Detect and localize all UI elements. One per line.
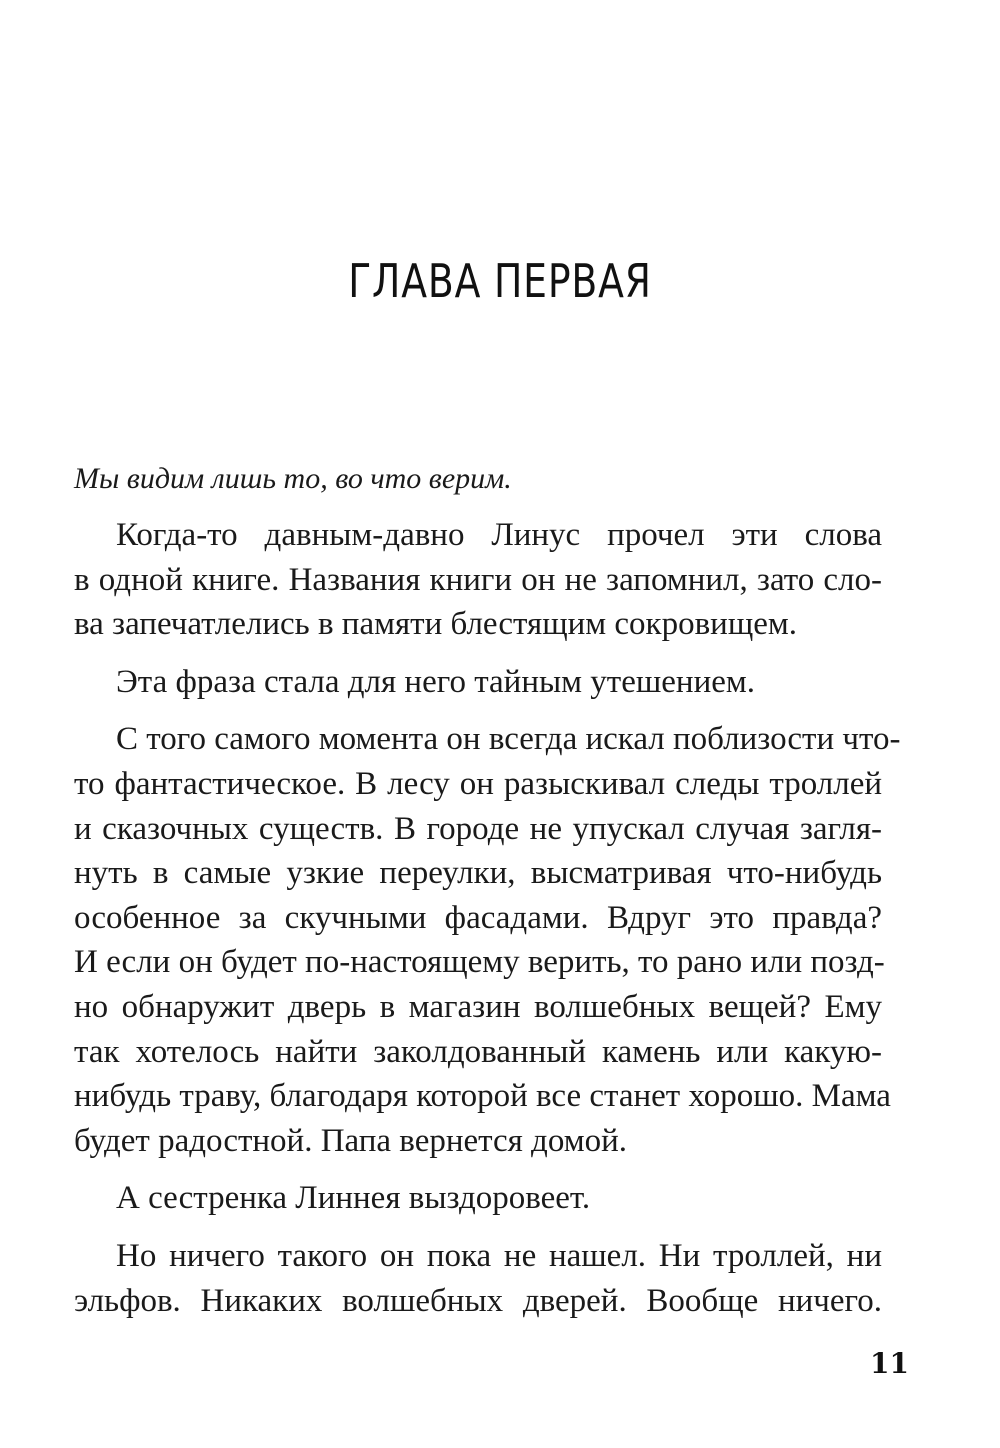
spacer: [74, 647, 882, 660]
epigraph: Мы видим лишь то, во что верим.: [74, 462, 512, 495]
body-text: [74, 458, 901, 1323]
spacer: [74, 704, 882, 717]
paragraph-2-line-1: Эта фраза стала для него тайным утешением.: [116, 663, 756, 700]
paragraph-3-line-6: И если он будет по-настоящему верить, то рано или позд-: [74, 944, 885, 981]
paragraph-3-line-9: нибудь траву, благодаря которой все станет хорошо. Мама: [74, 1078, 891, 1115]
paragraph-1-line-2: в одной книге. Названия книги он не запомнил, зато сло-: [74, 561, 882, 598]
paragraph-3-line-2: то фантастическое. В лесу он разыскивал следы троллей: [74, 765, 882, 802]
paragraph-3-line-3: и сказочных существ. В городе не упускал случая загля-: [74, 810, 882, 847]
chapter-title: ГЛАВА ПЕРВАЯ: [348, 254, 652, 308]
spacer: [74, 500, 882, 513]
paragraph-1-line-3: ва запечатлелись в памяти блестящим сокровищем.: [74, 606, 798, 643]
paragraph-5-line-1: Но ничего такого он пока не нашел. Ни троллей, ни: [116, 1237, 882, 1274]
paragraph-3-line-4: нуть в самые узкие переулки, высматривая что-нибудь: [74, 855, 882, 892]
paragraph-3-line-5: особенное за скучными фасадами. Вдруг это правда?: [74, 899, 882, 936]
paragraph-3-line-1: С того самого момента он всегда искал поблизости что-: [116, 721, 901, 758]
spacer: [74, 1221, 882, 1234]
paragraph-1-line-1: Когда-то давным-давно Линус прочел эти слова: [116, 517, 882, 553]
paragraph-4-line-1: А сестренка Линнея выздоровеет.: [116, 1180, 591, 1217]
spacer: [74, 1163, 882, 1176]
paragraph-5-line-2: эльфов. Никаких волшебных дверей. Вообще ничего.: [74, 1282, 882, 1319]
paragraph-3-line-10: будет радостной. Папа вернется домой.: [74, 1122, 628, 1159]
paragraph-3-line-7: но обнаружит дверь в магазин волшебных вещей? Ему: [74, 988, 882, 1025]
paragraph-3-line-8: так хотелось найти заколдованный камень или какую-: [74, 1033, 882, 1070]
page-number: 11: [870, 1347, 909, 1380]
